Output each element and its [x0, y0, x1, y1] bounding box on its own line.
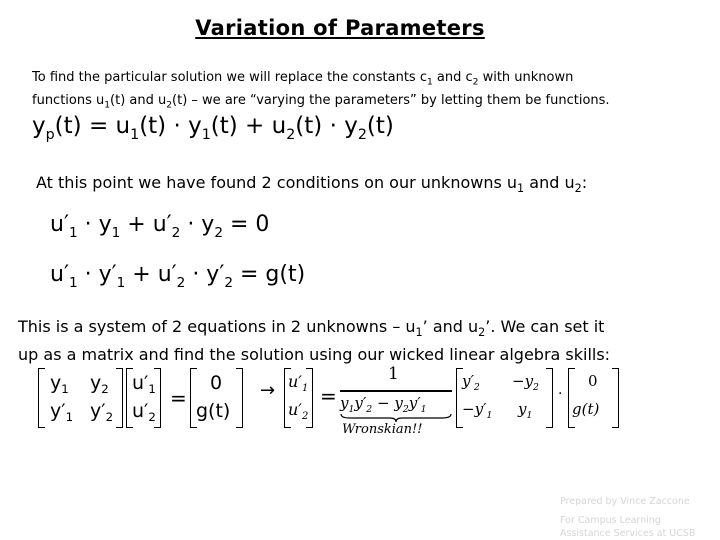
subscript: 1 — [426, 77, 433, 88]
statement-text: ’ and u — [422, 317, 479, 336]
intro-text: and c — [432, 70, 473, 85]
page-title: Variation of Parameters — [195, 16, 485, 40]
matrix-cell: $-y'_1$ — [462, 400, 493, 421]
vector-cell: $u'_1$ — [132, 372, 156, 396]
vector-cell: 0 — [588, 372, 598, 390]
matrix-cell: $-y_2$ — [512, 372, 539, 393]
fraction-bar — [340, 390, 452, 392]
particular-solution-equation: $y_p(t) = u_1(t) \cdot y_1(t) + u_2(t) \cdot y_2(t)$ — [32, 113, 394, 143]
subscript: 2 — [574, 182, 582, 196]
arrow-icon: → — [260, 380, 276, 401]
matrix-cell: $y_2$ — [90, 372, 109, 396]
conditions-statement — [36, 173, 587, 195]
condition2-rhs: g(t) — [265, 262, 306, 287]
vector-cell: $u'_1$ — [288, 372, 309, 394]
subscript: 1 — [415, 326, 423, 340]
equals-sign: = — [320, 384, 337, 408]
condition-equation-1: $u'_1 \cdot y_1 + u'_2 \cdot y_2 = 0$ — [50, 212, 270, 241]
statement-text: ’. We can set it — [485, 317, 605, 336]
subscript: 1 — [517, 182, 525, 196]
intro-text: (t) – we are “varying the parameters” by letting them be functions. — [172, 92, 610, 108]
matrix-cell: $y'_2$ — [90, 400, 114, 424]
vector-cell: $u'_2$ — [132, 400, 156, 424]
vector-bracket-right — [154, 368, 161, 428]
matrix-bracket-right — [546, 368, 553, 428]
statement-text: This is a system of 2 equations in 2 unknowns – u — [18, 317, 416, 336]
wronskian-label: Wronskian!! — [342, 422, 423, 437]
subscript: 2 — [166, 100, 173, 111]
subscript: 2 — [472, 77, 479, 88]
matrix-bracket-left — [38, 368, 45, 428]
vector-bracket-right — [236, 368, 243, 428]
matrix-cell: $y'_2$ — [462, 372, 480, 393]
result-vector — [568, 368, 628, 428]
matrix-cell: $y_1$ — [518, 400, 533, 421]
intro-text: To find the particular solution we will replace the constants c — [32, 70, 427, 85]
intro-paragraph — [32, 69, 692, 114]
subscript: 1 — [104, 100, 111, 111]
vector-cell: g(t) — [572, 400, 600, 418]
fraction-denominator: $y_1y'_2 - y_2y'_1$ — [340, 394, 427, 415]
vector-cell: 0 — [210, 372, 223, 394]
vector-cell: $u'_2$ — [288, 400, 309, 422]
intro-text: functions u — [32, 92, 105, 108]
dot-operator: · — [558, 386, 563, 402]
subscript: 2 — [478, 326, 486, 340]
footer-credit: For Campus Learning — [560, 515, 661, 526]
matrix-cell: $y'_1$ — [50, 400, 74, 424]
intro-text: with unknown — [478, 70, 574, 85]
condition1-rhs: 0 — [255, 212, 270, 237]
matrix-bracket-right — [116, 368, 123, 428]
vector-bracket-right — [306, 368, 313, 428]
vector-cell: g(t) — [196, 400, 231, 422]
footer-credit: Assistance Services at UCSB — [560, 528, 696, 539]
condition-equation-2: $u'_1 \cdot y'_1 + u'_2 \cdot y'_2 = g(t)$ — [50, 262, 306, 291]
equals-sign: = — [170, 386, 187, 410]
statement-text: up as a matrix and find the solution using our wicked linear algebra skills: — [18, 345, 611, 365]
intro-text: (t) and u — [110, 92, 167, 108]
fraction-numerator: 1 — [388, 364, 399, 384]
statement-text: and u — [524, 173, 575, 192]
statement-text: At this point we have found 2 conditions on our unknowns u — [36, 173, 518, 192]
statement-text: : — [581, 173, 588, 192]
system-statement — [18, 316, 718, 366]
matrix-cell: $y_1$ — [50, 372, 69, 396]
footer-credit: Prepared by Vince Zaccone — [560, 496, 690, 507]
vector-bracket-right — [612, 368, 619, 428]
